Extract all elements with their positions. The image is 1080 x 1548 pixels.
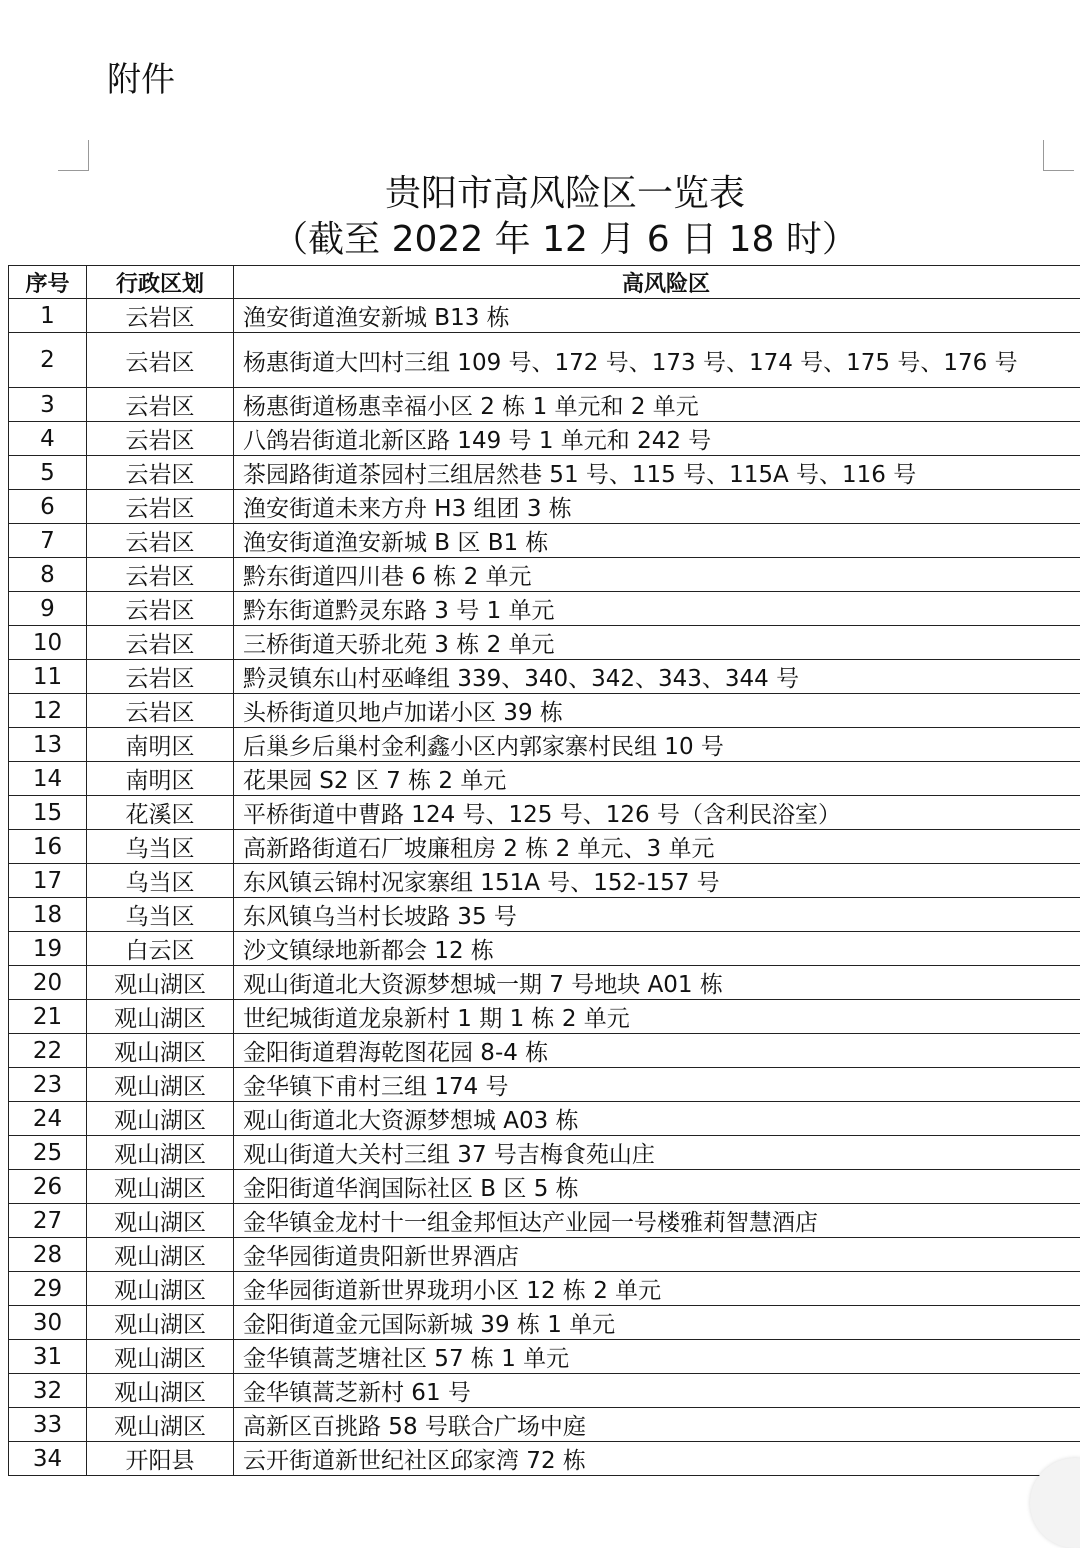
- cell-district: 云岩区: [87, 456, 234, 490]
- cell-no: 6: [9, 490, 87, 524]
- table-row: [9, 1272, 1080, 1306]
- cell-area: 沙文镇绿地新都会 12 栋: [234, 932, 1080, 966]
- table-row: [9, 1442, 1080, 1476]
- table-body: [9, 299, 1080, 1476]
- cell-district: 观山湖区: [87, 1204, 234, 1238]
- cell-district: 云岩区: [87, 592, 234, 626]
- cell-district: 云岩区: [87, 422, 234, 456]
- cell-no: 8: [9, 558, 87, 592]
- header-no: 序号: [9, 266, 87, 299]
- table-row: [9, 1238, 1080, 1272]
- cell-area: 八鸽岩街道北新区路 149 号 1 单元和 242 号: [234, 422, 1080, 456]
- table-row: [9, 422, 1080, 456]
- document-title: 贵阳市高风险区一览表: [0, 172, 1080, 216]
- cell-district: 云岩区: [87, 626, 234, 660]
- table-row: [9, 1306, 1080, 1340]
- cell-no: 16: [9, 830, 87, 864]
- cell-area: 黔东街道黔灵东路 3 号 1 单元: [234, 592, 1080, 626]
- cell-area: 渔安街道渔安新城 B13 栋: [234, 299, 1080, 333]
- cell-area: 金阳街道金元国际新城 39 栋 1 单元: [234, 1306, 1080, 1340]
- cell-district: 乌当区: [87, 864, 234, 898]
- cell-area: 高新路街道石厂坡廉租房 2 栋 2 单元、3 单元: [234, 830, 1080, 864]
- cell-district: 云岩区: [87, 388, 234, 422]
- cell-area: 黔东街道四川巷 6 栋 2 单元: [234, 558, 1080, 592]
- cell-district: 观山湖区: [87, 966, 234, 1000]
- cell-district: 云岩区: [87, 333, 234, 388]
- cell-area: 金华镇下甫村三组 174 号: [234, 1068, 1080, 1102]
- cell-no: 13: [9, 728, 87, 762]
- cell-no: 24: [9, 1102, 87, 1136]
- table-row: [9, 660, 1080, 694]
- cell-area: 杨惠街道杨惠幸福小区 2 栋 1 单元和 2 单元: [234, 388, 1080, 422]
- cell-area: 金华镇金龙村十一组金邦恒达产业园一号楼雅莉智慧酒店: [234, 1204, 1080, 1238]
- cell-no: 7: [9, 524, 87, 558]
- cell-no: 18: [9, 898, 87, 932]
- table-row: [9, 762, 1080, 796]
- table-row: [9, 592, 1080, 626]
- cell-district: 云岩区: [87, 694, 234, 728]
- attachment-label: 附件: [107, 52, 175, 101]
- table-row: [9, 299, 1080, 333]
- document-subtitle: （截至 2022 年 12 月 6 日 18 时）: [0, 218, 1080, 262]
- cell-area: 世纪城街道龙泉新村 1 期 1 栋 2 单元: [234, 1000, 1080, 1034]
- cell-district: 南明区: [87, 762, 234, 796]
- cell-district: 乌当区: [87, 898, 234, 932]
- cell-no: 32: [9, 1374, 87, 1408]
- cell-no: 25: [9, 1136, 87, 1170]
- cell-district: 观山湖区: [87, 1102, 234, 1136]
- cell-area: 金华镇蒿芝塘社区 57 栋 1 单元: [234, 1340, 1080, 1374]
- cell-no: 11: [9, 660, 87, 694]
- cell-area: 东风镇乌当村长坡路 35 号: [234, 898, 1080, 932]
- cell-no: 28: [9, 1238, 87, 1272]
- cell-district: 云岩区: [87, 299, 234, 333]
- cell-area: 黔灵镇东山村巫峰组 339、340、342、343、344 号: [234, 660, 1080, 694]
- cell-no: 33: [9, 1408, 87, 1442]
- cell-district: 观山湖区: [87, 1408, 234, 1442]
- table-row: [9, 694, 1080, 728]
- cell-district: 云岩区: [87, 490, 234, 524]
- cell-district: 云岩区: [87, 558, 234, 592]
- cell-district: 观山湖区: [87, 1272, 234, 1306]
- cell-area: 渔安街道渔安新城 B 区 B1 栋: [234, 524, 1080, 558]
- cell-area: 渔安街道未来方舟 H3 组团 3 栋: [234, 490, 1080, 524]
- table-row: [9, 456, 1080, 490]
- cell-district: 观山湖区: [87, 1306, 234, 1340]
- table-row: [9, 1408, 1080, 1442]
- cell-no: 14: [9, 762, 87, 796]
- cell-area: 杨惠街道大凹村三组 109 号、172 号、173 号、174 号、175 号、176 号: [234, 333, 1080, 388]
- table-row: [9, 864, 1080, 898]
- cell-area: 茶园路街道茶园村三组居然巷 51 号、115 号、115A 号、116 号: [234, 456, 1080, 490]
- table-header-row: [9, 266, 1080, 299]
- cell-district: 开阳县: [87, 1442, 234, 1476]
- table-row: [9, 388, 1080, 422]
- cell-district: 观山湖区: [87, 1340, 234, 1374]
- table-row: [9, 558, 1080, 592]
- cell-area: 观山街道北大资源梦想城 A03 栋: [234, 1102, 1080, 1136]
- table-row: [9, 1034, 1080, 1068]
- table-row: [9, 490, 1080, 524]
- cell-area: 头桥街道贝地卢加诺小区 39 栋: [234, 694, 1080, 728]
- cell-no: 1: [9, 299, 87, 333]
- cell-area: 云开街道新世纪社区邱家湾 72 栋: [234, 1442, 1080, 1476]
- table-row: [9, 1170, 1080, 1204]
- header-district: 行政区划: [87, 266, 234, 299]
- cell-area: 东风镇云锦村况家寨组 151A 号、152-157 号: [234, 864, 1080, 898]
- table-row: [9, 1374, 1080, 1408]
- cell-no: 15: [9, 796, 87, 830]
- table-row: [9, 626, 1080, 660]
- page-corner-mark-right: [1043, 140, 1074, 171]
- cell-no: 22: [9, 1034, 87, 1068]
- table-row: [9, 898, 1080, 932]
- high-risk-area-table: [8, 265, 1080, 1476]
- table-row: [9, 830, 1080, 864]
- cell-district: 观山湖区: [87, 1034, 234, 1068]
- table-row: [9, 1000, 1080, 1034]
- cell-no: 4: [9, 422, 87, 456]
- cell-district: 云岩区: [87, 524, 234, 558]
- cell-area: 金阳街道华润国际社区 B 区 5 栋: [234, 1170, 1080, 1204]
- cell-district: 观山湖区: [87, 1136, 234, 1170]
- page-corner-mark-left: [58, 140, 89, 171]
- cell-no: 9: [9, 592, 87, 626]
- table-row: [9, 966, 1080, 1000]
- cell-district: 云岩区: [87, 660, 234, 694]
- table-row: [9, 1340, 1080, 1374]
- table-row: [9, 796, 1080, 830]
- cell-no: 27: [9, 1204, 87, 1238]
- cell-no: 34: [9, 1442, 87, 1476]
- cell-no: 12: [9, 694, 87, 728]
- table-row: [9, 333, 1080, 388]
- cell-district: 白云区: [87, 932, 234, 966]
- cell-area: 金华镇蒿芝新村 61 号: [234, 1374, 1080, 1408]
- cell-area: 平桥街道中曹路 124 号、125 号、126 号（含利民浴室）: [234, 796, 1080, 830]
- cell-area: 花果园 S2 区 7 栋 2 单元: [234, 762, 1080, 796]
- cell-no: 29: [9, 1272, 87, 1306]
- table-row: [9, 1068, 1080, 1102]
- table-row: [9, 1102, 1080, 1136]
- cell-district: 观山湖区: [87, 1238, 234, 1272]
- cell-district: 观山湖区: [87, 1374, 234, 1408]
- cell-no: 17: [9, 864, 87, 898]
- cell-no: 19: [9, 932, 87, 966]
- cell-no: 21: [9, 1000, 87, 1034]
- cell-district: 乌当区: [87, 830, 234, 864]
- cell-area: 金华园街道新世界珑玥小区 12 栋 2 单元: [234, 1272, 1080, 1306]
- table-row: [9, 1204, 1080, 1238]
- cell-no: 2: [9, 333, 87, 388]
- cell-area: 金阳街道碧海乾图花园 8-4 栋: [234, 1034, 1080, 1068]
- cell-no: 5: [9, 456, 87, 490]
- cell-no: 10: [9, 626, 87, 660]
- cell-no: 20: [9, 966, 87, 1000]
- table-row: [9, 524, 1080, 558]
- cell-area: 后巢乡后巢村金利鑫小区内郭家寨村民组 10 号: [234, 728, 1080, 762]
- cell-no: 30: [9, 1306, 87, 1340]
- table-row: [9, 932, 1080, 966]
- cell-area: 金华园街道贵阳新世界酒店: [234, 1238, 1080, 1272]
- cell-area: 观山街道北大资源梦想城一期 7 号地块 A01 栋: [234, 966, 1080, 1000]
- cell-no: 3: [9, 388, 87, 422]
- cell-no: 31: [9, 1340, 87, 1374]
- cell-district: 花溪区: [87, 796, 234, 830]
- header-area: 高风险区: [234, 266, 1080, 299]
- cell-no: 26: [9, 1170, 87, 1204]
- table-row: [9, 728, 1080, 762]
- cell-no: 23: [9, 1068, 87, 1102]
- cell-district: 观山湖区: [87, 1170, 234, 1204]
- cell-district: 观山湖区: [87, 1068, 234, 1102]
- table-row: [9, 1136, 1080, 1170]
- cell-area: 高新区百挑路 58 号联合广场中庭: [234, 1408, 1080, 1442]
- cell-district: 南明区: [87, 728, 234, 762]
- cell-district: 观山湖区: [87, 1000, 234, 1034]
- cell-area: 三桥街道天骄北苑 3 栋 2 单元: [234, 626, 1080, 660]
- cell-area: 观山街道大关村三组 37 号吉梅食苑山庄: [234, 1136, 1080, 1170]
